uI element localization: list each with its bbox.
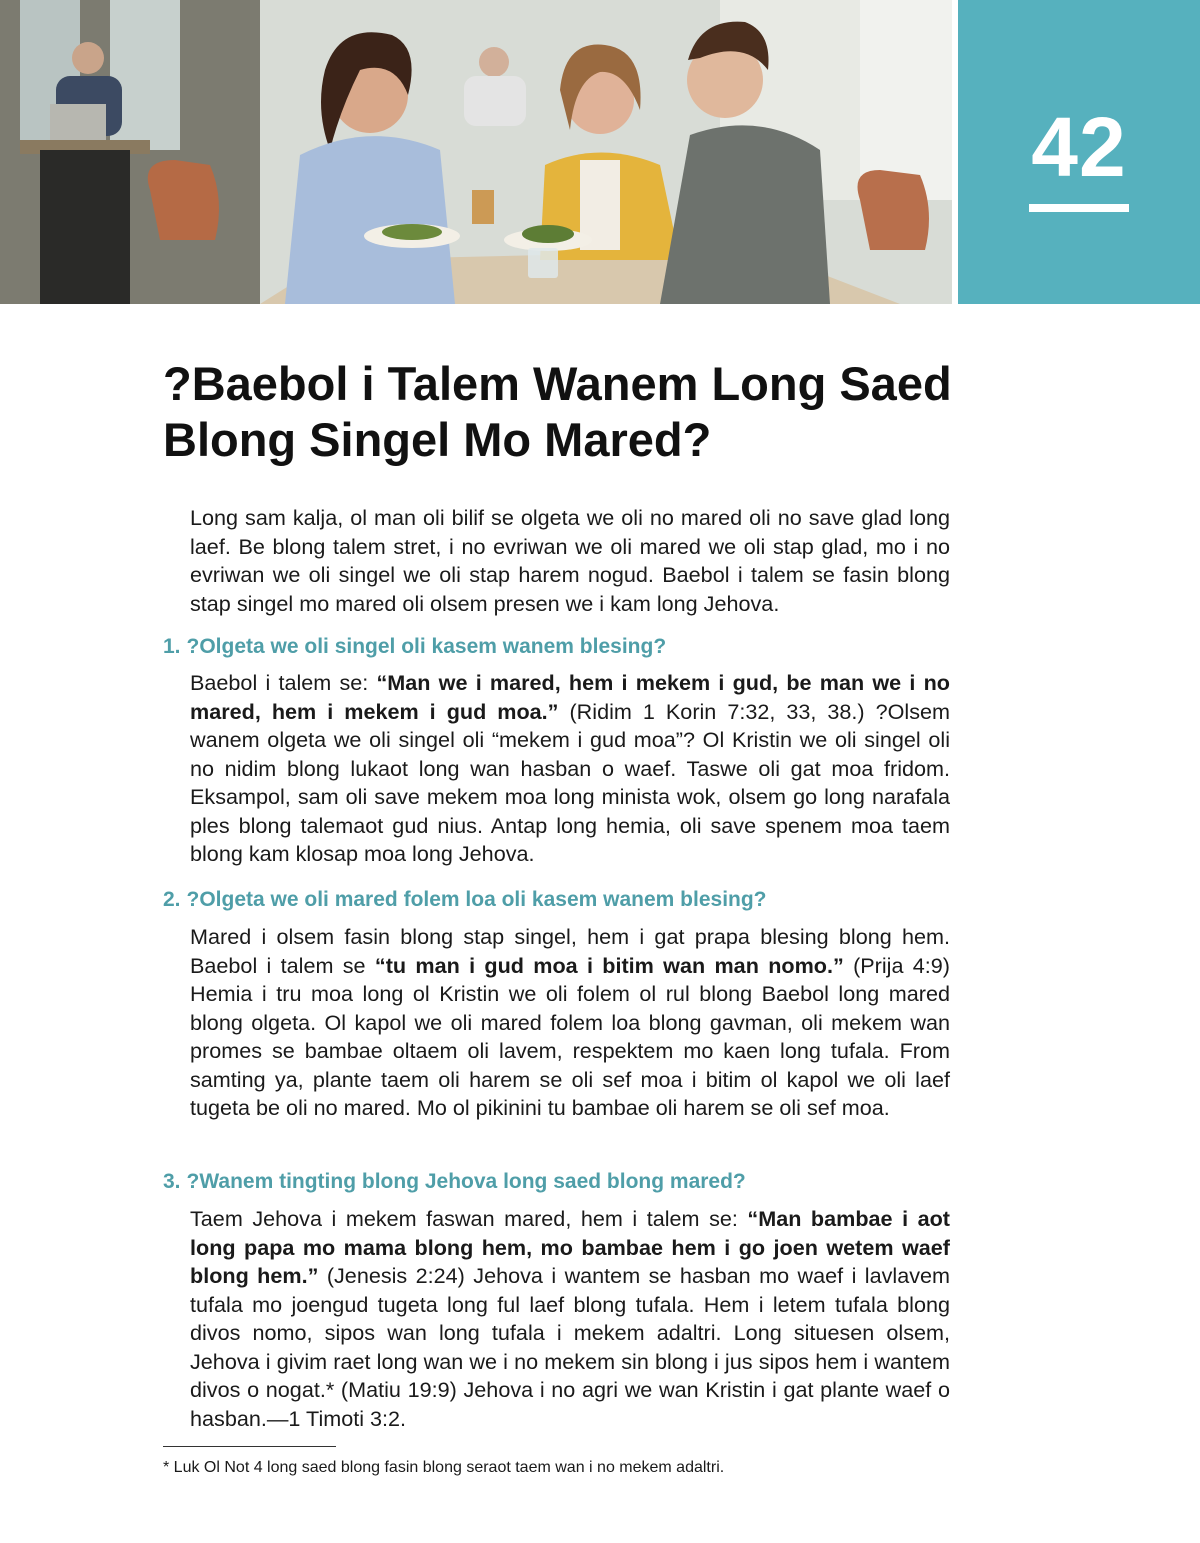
scripture-quote: “tu man i gud moa i bitim wan man nomo.”	[374, 952, 844, 978]
scripture-quote: “Man bambae i aot long papa mo mama blong hem, mo bambae hem i go joen wetem waef blong hem.”	[190, 1206, 950, 1288]
lesson-number-underline	[1029, 204, 1129, 212]
answer-text: Baebol i talem se:	[190, 670, 377, 695]
question-number: 3.	[163, 1170, 181, 1193]
footnote-divider	[163, 1446, 336, 1447]
answer-paragraph-2	[190, 923, 950, 1123]
answer-text: (Prija 4:9) Hemia i tru moa long ol Kristin we oli folem ol rul blong Baebol long mared blong olgeta. Ol kapol we oli mared folem loa blong gavman, oli mekem wan promes se bambae oltaem oli lavem, respektem mo kaen long tufala. From samting ya, plante taem oli harem se oli sef moa i bitim ol kapol we oli laef tugeta be oli no mared. Mo ol pikinini tu bambae oli harem se oli sef moa.	[190, 952, 950, 1120]
question-text: ?Olgeta we oli singel oli kasem wanem blesing?	[186, 635, 667, 658]
answer-text: (Ridim 1 Korin 7:32, 33, 38.) ?Olsem wanem olgeta we oli singel oli “mekem i gud moa”? Ol Kristin we oli singel oli no nidim blong lukaot long wan hasban o waef. Taswe oli gat moa fridom. Eksampol, sam oli save mekem moa long minista wok, olsem go long narafala ples blong talemaot gud nius. Antap long hemia, oli save spenem moa taem blong kam klosap moa long Jehova.	[190, 698, 951, 866]
lesson-number-box	[958, 0, 1200, 304]
question-number: 2.	[163, 888, 181, 911]
answer-text: (Jenesis 2:24) Jehova i wantem se hasban mo waef i lavlavem tufala mo joengud tugeta long ful laef blong tufala. Hem i letem tufala blong divos nomo, sipos wan long tufala i mekem adaltri. Long situesen olsem, Jehova i givim raet long wan we i no mekem sin blong i jus sipos hem i wantem divos o nogat.* (Matiu 19:9) Jehova i no agri we wan Kristin i gat plante waef o hasban.—1 Timoti 3:2.	[190, 1263, 950, 1431]
question-text: ?Olgeta we oli mared folem loa oli kasem wanem blesing?	[186, 888, 767, 911]
question-text: ?Wanem tingting blong Jehova long saed blong mared?	[186, 1170, 746, 1193]
hero-photo	[0, 0, 952, 304]
answer-paragraph-1	[190, 669, 950, 869]
page-title: ?Baebol i Talem Wanem Long Saed Blong Singel Mo Mared?	[163, 357, 952, 466]
question-2	[163, 886, 963, 914]
footnote: * Luk Ol Not 4 long saed blong fasin blong seraot taem wan i no mekem adaltri.	[163, 1459, 725, 1476]
answer-paragraph-3	[190, 1205, 950, 1433]
lesson-number: 42	[1031, 100, 1127, 194]
question-3	[163, 1168, 963, 1196]
question-1	[163, 633, 963, 661]
intro-paragraph: Long sam kalja, ol man oli bilif se olgeta we oli no mared oli no save glad long laef. Be blong talem stret, i no evriwan we oli mared we oli stap glad, mo i no evriwan we oli singel we oli stap harem nogud. Baebol i talem se fasin blong stap singel mo mared oli olsem presen we i kam long Jehova.	[190, 505, 950, 616]
cafe-illustration	[0, 0, 952, 304]
answer-text: Mared i olsem fasin blong stap singel, hem i gat prapa blesing blong hem. Baebol i talem se	[190, 924, 950, 978]
answer-text: Taem Jehova i mekem faswan mared, hem i talem se:	[190, 1206, 748, 1231]
scripture-quote: “Man we i mared, hem i mekem i gud, be man we i no mared, hem i mekem i gud moa.”	[190, 670, 950, 724]
question-number: 1.	[163, 635, 181, 658]
